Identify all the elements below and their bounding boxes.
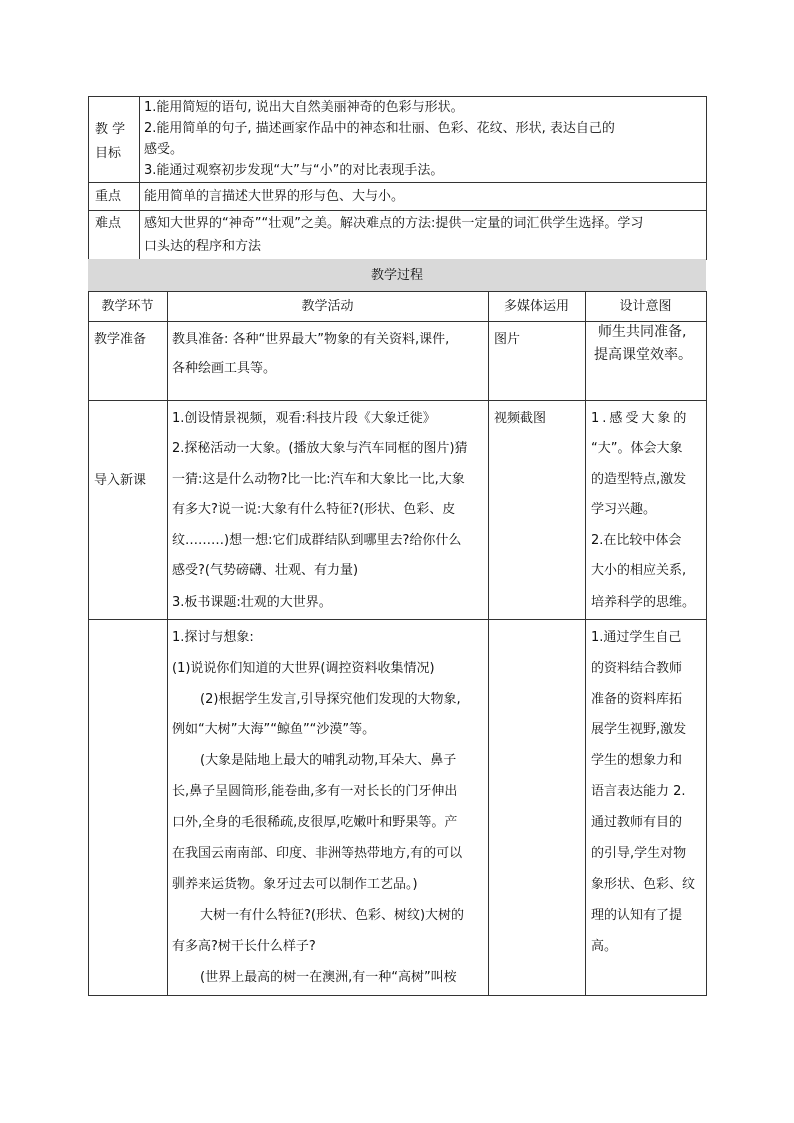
explore-activity-line: 长,鼻子呈圆筒形,能卷曲,多有一对长长的门牙伸出 xyxy=(172,784,458,799)
key-point-text: 能用简单的言描述大世界的形与色、大与小。 xyxy=(144,189,405,204)
intro-media: 视频截图 xyxy=(494,411,547,426)
rule-col-stage xyxy=(167,291,168,996)
intro-activity-line: 3.板书课题:壮观的大世界。 xyxy=(172,595,332,610)
intro-activity-line: 2.探秘活动一大象。(播放大象与汽车同框的图片)猜 xyxy=(172,441,468,456)
goals-line: 3.能通过观察初步发现“大”与“小”的对比表现手法。 xyxy=(144,163,444,178)
explore-activity-line: 大树一有什么特征?(形状、色彩、树纹)大树的 xyxy=(200,908,465,923)
explore-activity-line: (2)根据学生发言,引导探究他们发现的大物象, xyxy=(200,692,461,707)
goals-line: 2.能用简单的句子, 描述画家作品中的神态和壮丽、色彩、花纹、形状, 表达自己的 xyxy=(144,121,615,136)
rule-top-label-split xyxy=(139,96,140,260)
explore-activity-line: 1.探讨与想象: xyxy=(172,630,254,645)
intro-stage: 导入新课 xyxy=(94,473,147,488)
prep-intent-line: 师生共同准备, xyxy=(598,324,687,340)
header-media: 多媒体运用 xyxy=(503,299,569,314)
intro-intent-line: 2.在比较中体会 xyxy=(591,533,682,548)
goals-line: 感受。 xyxy=(144,142,184,157)
intro-activity-line: 纹………)想一想:它们成群结队到哪里去?给你什么 xyxy=(172,533,462,548)
rule-top-left xyxy=(88,96,89,260)
rule-prep-bottom xyxy=(88,400,707,401)
intro-intent-line: 的造型特点,激发 xyxy=(591,472,687,487)
header-activity: 教学活动 xyxy=(301,299,354,314)
rule-band-bottom xyxy=(88,291,707,292)
rule-col-media xyxy=(585,291,586,996)
rule-table-left xyxy=(88,291,89,996)
header-stage: 教学环节 xyxy=(101,299,154,314)
explore-activity-line: 口外,全身的毛很稀疏,皮很厚,吃嫩叶和野果等。产 xyxy=(172,815,458,830)
header-intent: 设计意图 xyxy=(619,299,672,314)
explore-intent-line: 象形状、色彩、纹 xyxy=(591,877,696,892)
explore-intent-line: 准备的资料库拓 xyxy=(591,692,683,707)
explore-activity-line: (1)说说你们知道的大世界(调控资料收集情况) xyxy=(172,661,435,676)
intro-intent-line: “大”。体会大象 xyxy=(591,441,683,456)
rule-key-bottom xyxy=(88,210,707,211)
difficulty-line: 感知大世界的“神奇”“壮观”之美。解决难点的方法:提供一定量的词汇供学生选择。学习 xyxy=(144,216,644,231)
goals-label-2: 目标 xyxy=(95,146,122,161)
explore-intent-line: 的引导,学生对物 xyxy=(591,846,687,861)
rule-goals-bottom xyxy=(88,182,707,183)
intro-activity-line: 有多大?说一说:大象有什么特征?(形状、色彩、皮 xyxy=(172,502,456,517)
goals-label-1: 教 学 xyxy=(95,122,126,137)
rule-table-bottom xyxy=(88,995,707,996)
explore-intent-line: 1.通过学生自己 xyxy=(591,630,682,645)
intro-activity-line: 一猜:这是什么动物?比一比:汽车和大象比一比,大象 xyxy=(172,472,465,487)
prep-activity-line: 各种绘画工具等。 xyxy=(172,361,277,376)
intro-activity-line: 感受?(气势磅礴、壮观、有力量) xyxy=(172,563,359,578)
difficulty-line: 口头达的程序和方法 xyxy=(144,239,262,254)
explore-intent-line: 的资料结合教师 xyxy=(591,661,683,676)
explore-intent-line: 学生的想象力和 xyxy=(591,753,683,768)
explore-intent-line: 理的认知有了提 xyxy=(591,908,683,923)
intro-intent-line: 培养科学的思维。 xyxy=(591,595,696,610)
rule-table-right xyxy=(706,291,707,996)
intro-intent-line: 大小的相应关系, xyxy=(591,563,687,578)
explore-activity-line: 驯养来运货物。象牙过去可以制作工艺品。) xyxy=(172,877,418,892)
explore-activity-line: 例如“大树”大海”“鲸鱼”“沙漠”等。 xyxy=(172,722,376,737)
goals-line: 1.能用简短的语句, 说出大自然美丽神奇的色彩与形状。 xyxy=(144,100,464,115)
prep-media: 图片 xyxy=(494,332,521,347)
rule-col-activity xyxy=(488,291,489,996)
process-title: 教学过程 xyxy=(370,268,423,283)
explore-activity-line: 有多高?树干长什么样子? xyxy=(172,939,316,954)
explore-intent-line: 高。 xyxy=(591,939,618,954)
explore-activity-line: (大象是陆地上最大的哺乳动物,耳朵大、鼻子 xyxy=(200,753,457,768)
intro-intent-line: 学习兴趣。 xyxy=(591,502,657,517)
prep-stage: 教学准备 xyxy=(94,332,147,347)
explore-intent-line: 展学生视野,激发 xyxy=(591,722,687,737)
rule-intro-bottom xyxy=(88,619,707,620)
difficulty-label: 难点 xyxy=(95,216,122,231)
explore-intent-line: 语言表达能力 2. xyxy=(591,784,686,799)
intro-activity-line: 1.创设情景视频，观看:科技片段《大象迁徙》 xyxy=(172,411,436,426)
key-point-label: 重点 xyxy=(95,189,122,204)
prep-activity-line: 教具准备: 各种“世界最大”物象的有关资料,课件, xyxy=(172,332,450,347)
rule-top-right xyxy=(706,96,707,260)
explore-activity-line: (世界上最高的树一在澳洲,有一种“高树”叫桉 xyxy=(200,970,457,985)
prep-intent-line: 提高课堂效率。 xyxy=(594,347,692,363)
explore-intent-line: 通过教师有目的 xyxy=(591,815,683,830)
explore-activity-line: 在我国云南南部、印度、非洲等热带地方,有的可以 xyxy=(172,846,463,861)
intro-intent-line: 1.感受大象的 xyxy=(591,411,690,426)
